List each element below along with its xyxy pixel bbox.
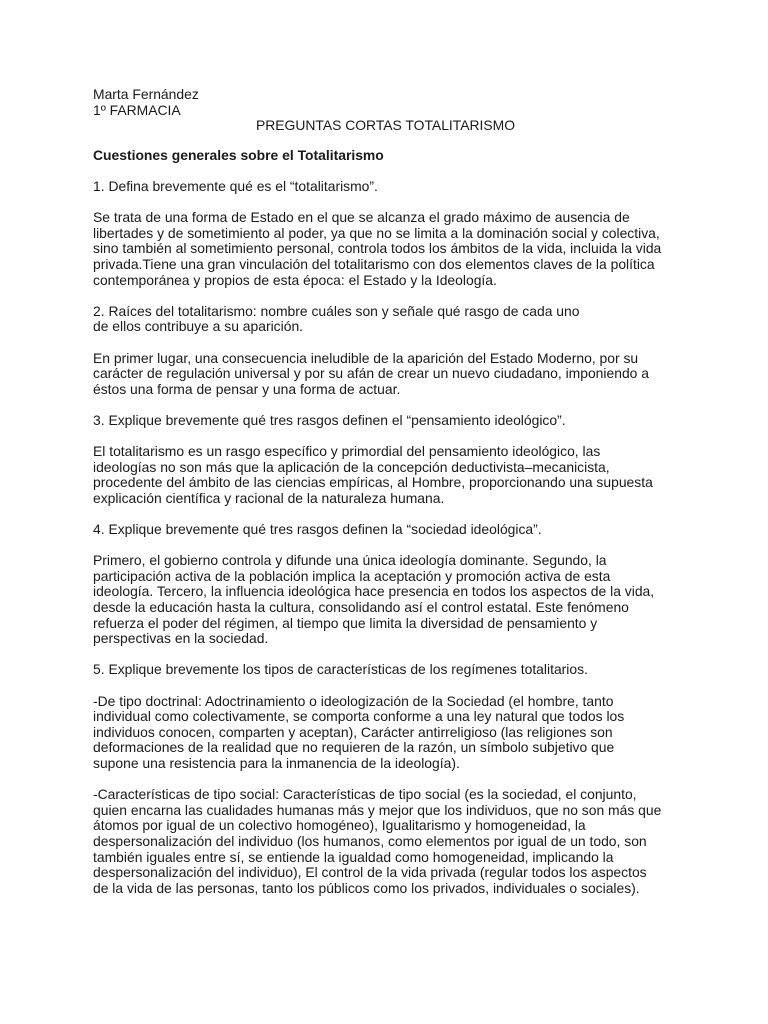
document-title: PREGUNTAS CORTAS TOTALITARISMO bbox=[255, 117, 516, 134]
text-line: carácter de regulación universal y por su afán de crear un nuevo ciudadano, imponiendo a bbox=[93, 365, 649, 382]
text-line: desde la educación hasta la cultura, consolidando así el control estatal. Este fenómeno bbox=[93, 599, 629, 615]
text-line: El totalitarismo es un rasgo específico y primordial del pensamiento ideológico, las bbox=[93, 443, 601, 460]
text-line: supone una resistencia para la inmanencia de la ideología). bbox=[93, 754, 460, 771]
text-line: contemporánea y propios de esta época: el Estado y la Ideología. bbox=[93, 271, 497, 288]
text-line: perspectivas en la sociedad. bbox=[93, 630, 269, 647]
text-line: de la vida de las personas, tanto los públicos como los privados, individuales o sociales). bbox=[93, 879, 640, 896]
answer-2 bbox=[93, 351, 678, 398]
text-line: de ellos contribuye a su aparición. bbox=[93, 318, 304, 335]
text-line: despersonalización del individuo (los humanos, como elementos por igual de un todo, son bbox=[93, 832, 647, 849]
author-name: Marta Fernández bbox=[93, 86, 199, 102]
question-1 bbox=[93, 179, 678, 195]
text-line: -De tipo doctrinal: Adoctrinamiento o ideologización de la Sociedad (el hombre, tanto bbox=[93, 692, 614, 709]
text-line: libertades y de sometimiento al poder, ya que no se limita a la dominación social y colectiva, bbox=[93, 224, 660, 241]
text-line: deformaciones de la realidad que no requieren de la razón, un símbolo subjetivo que bbox=[93, 739, 615, 756]
answer-4 bbox=[93, 553, 678, 647]
text-line: procedente del ámbito de las ciencias empíricas, al Hombre, proporcionando una supuesta bbox=[93, 474, 653, 491]
text-line: ideología. Tercero, la influencia ideológica hace presencia en todos los aspectos de la vida, bbox=[93, 583, 655, 600]
text-line: 5. Explique brevemente los tipos de características de los regímenes totalitarios. bbox=[93, 661, 588, 678]
text-line: átomos por igual de un colectivo homogéneo), Igualitarismo y homogeneidad, la bbox=[93, 817, 586, 834]
question-2 bbox=[93, 304, 678, 335]
text-line: despersonalización del individuo), El control de la vida privada (regular todos los aspectos bbox=[93, 864, 647, 881]
text-line: explicación científica y racional de la naturaleza humana. bbox=[93, 489, 445, 506]
answer-5-doctrinal bbox=[93, 694, 678, 772]
question-5 bbox=[93, 662, 678, 678]
text-line: Se trata de una forma de Estado en el que se alcanza el grado máximo de ausencia de bbox=[93, 209, 630, 226]
text-line: 4. Explique brevemente qué tres rasgos definen la “sociedad ideológica”. bbox=[93, 521, 542, 538]
answer-1 bbox=[93, 210, 678, 288]
text-line: ideologías no son más que la aplicación de la concepción deductivista–mecanicista, bbox=[93, 458, 610, 475]
text-line: En primer lugar, una consecuencia ineludible de la aparición del Estado Moderno, por su bbox=[93, 349, 639, 366]
text-line: participación activa de la población implica la aceptación y promoción activa de esta bbox=[93, 567, 611, 584]
document-page bbox=[93, 87, 678, 896]
text-line: -Características de tipo social: Características de tipo social (es la sociedad, el conjunto, bbox=[93, 786, 637, 803]
text-line: 2. Raíces del totalitarismo: nombre cuáles son y señale qué rasgo de cada uno bbox=[93, 302, 580, 319]
question-3 bbox=[93, 413, 678, 429]
text-line: también iguales entre sí, se entiende la igualdad como homogeneidad, implicando la bbox=[93, 848, 614, 865]
answer-5-social bbox=[93, 787, 678, 896]
section-heading: Cuestiones generales sobre el Totalitarismo bbox=[93, 146, 384, 163]
answer-3 bbox=[93, 444, 678, 506]
text-line: 1. Defina brevemente qué es el “totalitarismo”. bbox=[93, 177, 378, 194]
course-label: 1º FARMACIA bbox=[93, 101, 181, 118]
text-line: Primero, el gobierno controla y difunde una única ideología dominante. Segundo, la bbox=[93, 552, 607, 569]
text-line: individuos conocen, comparten y aceptan), Carácter antirreligioso (las religiones son bbox=[93, 723, 613, 740]
text-line: sino también al sometimiento personal, controla todos los ámbitos de la vida, incluida la vida bbox=[93, 240, 662, 257]
text-line: quien encarna las cualidades humanas más y mejor que los individuos, que no son más que bbox=[93, 801, 662, 818]
text-line: refuerza el poder del régimen, al tiempo que limita la diversidad de pensamiento y bbox=[93, 614, 598, 631]
text-line: individual como colectivamente, se comporta conforme a una ley natural que todos los bbox=[93, 708, 625, 725]
document-body bbox=[93, 179, 678, 896]
text-line: éstos una forma de pensar y una forma de actuar. bbox=[93, 380, 401, 397]
question-4 bbox=[93, 522, 678, 538]
text-line: privada.Tiene una gran vinculación del totalitarismo con dos elementos claves de la política bbox=[93, 255, 655, 272]
text-line: 3. Explique brevemente qué tres rasgos definen el “pensamiento ideológico”. bbox=[93, 411, 566, 428]
